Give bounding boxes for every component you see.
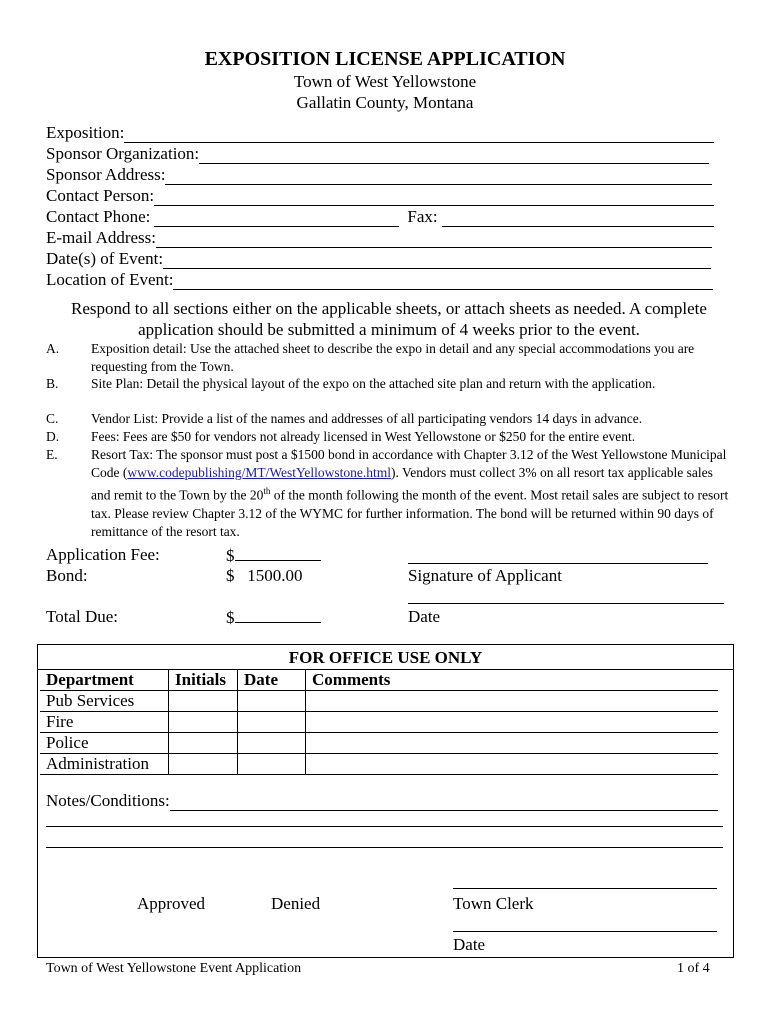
code-link[interactable]: www.codepublishing/MT/WestYellowstone.html (127, 465, 392, 480)
email-input-line[interactable] (156, 232, 712, 248)
contact-person-field (46, 186, 714, 206)
dates-field (46, 249, 711, 269)
location-field (46, 270, 713, 290)
department-cell: Police (40, 733, 169, 754)
notes-input-line[interactable] (170, 795, 718, 811)
app-fee-field[interactable] (226, 545, 321, 566)
notes-field (46, 791, 718, 811)
date-cell[interactable] (238, 733, 306, 754)
column-header-comments: Comments (306, 670, 719, 691)
item-text-part: of the month following the month of the event. Most retail sales are subject to resort tax. Please review Chapter 3.12 of the WYMC for further information. The bond will be returned within 90 days of remittance of the resort tax. (91, 487, 729, 539)
initials-cell[interactable] (169, 733, 238, 754)
table-row (40, 733, 718, 754)
department-cell: Fire (40, 712, 169, 733)
clerk-date-label: Date (453, 935, 486, 954)
date-cell[interactable] (238, 691, 306, 712)
fax-label: Fax: (407, 207, 438, 226)
department-cell: Pub Services (40, 691, 169, 712)
comments-cell[interactable] (306, 733, 719, 754)
item-text: Fees: Fees are $50 for vendors not already licensed in West Yellowstone or $250 for the entire event. (91, 429, 636, 444)
list-item-b (46, 375, 746, 411)
date-cell[interactable] (238, 712, 306, 733)
sponsor-address-input-line[interactable] (165, 169, 712, 185)
table-row (40, 712, 718, 733)
table-header-row (40, 670, 718, 691)
item-letter: D. (46, 429, 60, 444)
fax-input-line[interactable] (442, 211, 714, 227)
date-label: Date (408, 607, 441, 626)
notes-label: Notes/Conditions: (46, 791, 170, 810)
list-item-a (46, 340, 746, 376)
approved-label: Approved (137, 894, 205, 913)
comments-cell[interactable] (306, 712, 719, 733)
dates-label: Date(s) of Event: (46, 249, 164, 268)
item-letter: C. (46, 411, 59, 426)
item-letter: B. (46, 376, 59, 391)
app-fee-value: $ (226, 546, 235, 565)
item-text: Vendor List: Provide a list of the names and addresses of all participating vendors 14 days in advance. (91, 411, 643, 426)
document-title: EXPOSITION LICENSE APPLICATION (204, 48, 566, 70)
exposition-field (46, 123, 714, 143)
department-cell: Administration (40, 754, 169, 775)
location-input-line[interactable] (173, 274, 713, 290)
location-label: Location of Event: (46, 270, 174, 289)
item-text-part: Resort Tax: The sponsor must post a $1500 bond in accordance with Chapter 3.12 of the West Yellowstone Municipal Code ( (91, 447, 727, 480)
item-letter: A. (46, 341, 60, 356)
item-text-part: ). Vendors must collect 3% on all resort tax applicable sales and remit to the Town by the 20 (91, 465, 713, 503)
sponsor-org-field (46, 144, 709, 164)
notes-line-3[interactable] (46, 847, 723, 848)
comments-cell[interactable] (306, 754, 719, 775)
town-name: Town of West Yellowstone (293, 72, 477, 91)
instructions-paragraph: Respond to all sections either on the applicable sheets, or attach sheets as needed. A complete application should be submitted a minimum of 4 weeks prior to the event. (71, 299, 707, 339)
dates-input-line[interactable] (163, 253, 711, 269)
sponsor-org-label: Sponsor Organization: (46, 144, 200, 163)
notes-line-2[interactable] (46, 826, 723, 827)
app-fee-input-line[interactable] (235, 545, 321, 561)
email-label: E-mail Address: (46, 228, 157, 247)
item-text (91, 446, 731, 541)
contact-phone-input-line[interactable] (154, 211, 399, 227)
signature-label: Signature of Applicant (408, 566, 562, 585)
column-header-date: Date (238, 670, 306, 691)
town-clerk-label: Town Clerk (453, 894, 534, 913)
total-due-value: $ (226, 608, 235, 627)
list-item-e (46, 446, 746, 539)
sponsor-address-field (46, 165, 712, 185)
clerk-date-line[interactable] (453, 931, 717, 932)
sponsor-org-input-line[interactable] (199, 148, 709, 164)
total-due-label: Total Due: (46, 607, 118, 626)
item-letter: E. (46, 447, 58, 462)
exposition-input-line[interactable] (124, 127, 714, 143)
contact-person-input-line[interactable] (154, 190, 714, 206)
contact-phone-field (46, 207, 714, 227)
table-row (40, 754, 718, 775)
comments-cell[interactable] (306, 691, 719, 712)
initials-cell[interactable] (169, 712, 238, 733)
item-text: Site Plan: Detail the physical layout of the expo on the attached site plan and return with the application. (91, 376, 656, 391)
initials-cell[interactable] (169, 691, 238, 712)
county-name: Gallatin County, Montana (296, 93, 474, 112)
denied-label: Denied (271, 894, 321, 913)
total-due-input-line[interactable] (235, 607, 321, 623)
department-table (40, 670, 718, 775)
contact-phone-label: Contact Phone: (46, 207, 151, 226)
signature-line[interactable] (408, 563, 708, 564)
app-fee-label: Application Fee: (46, 545, 160, 564)
column-header-initials: Initials (169, 670, 238, 691)
office-use-heading: FOR OFFICE USE ONLY (288, 648, 483, 667)
total-due-field[interactable] (226, 607, 321, 628)
email-field (46, 228, 712, 248)
clerk-signature-line[interactable] (453, 888, 717, 889)
sponsor-address-label: Sponsor Address: (46, 165, 166, 184)
bond-label: Bond: (46, 566, 88, 585)
date-line[interactable] (408, 603, 724, 604)
footer-title: Town of West Yellowstone Event Application (46, 961, 302, 976)
initials-cell[interactable] (169, 754, 238, 775)
contact-person-label: Contact Person: (46, 186, 155, 205)
list-item-c (46, 410, 746, 428)
column-header-department: Department (40, 670, 169, 691)
superscript: th (263, 486, 271, 496)
bond-value: $ 1500.00 (226, 566, 303, 585)
date-cell[interactable] (238, 754, 306, 775)
list-item-d (46, 428, 746, 446)
item-text: Exposition detail: Use the attached sheet to describe the expo in detail and any special accommodations you are requesting from the Town. (91, 341, 695, 374)
exposition-label: Exposition: (46, 123, 125, 142)
page-number: 1 of 4 (677, 961, 710, 976)
table-row (40, 691, 718, 712)
